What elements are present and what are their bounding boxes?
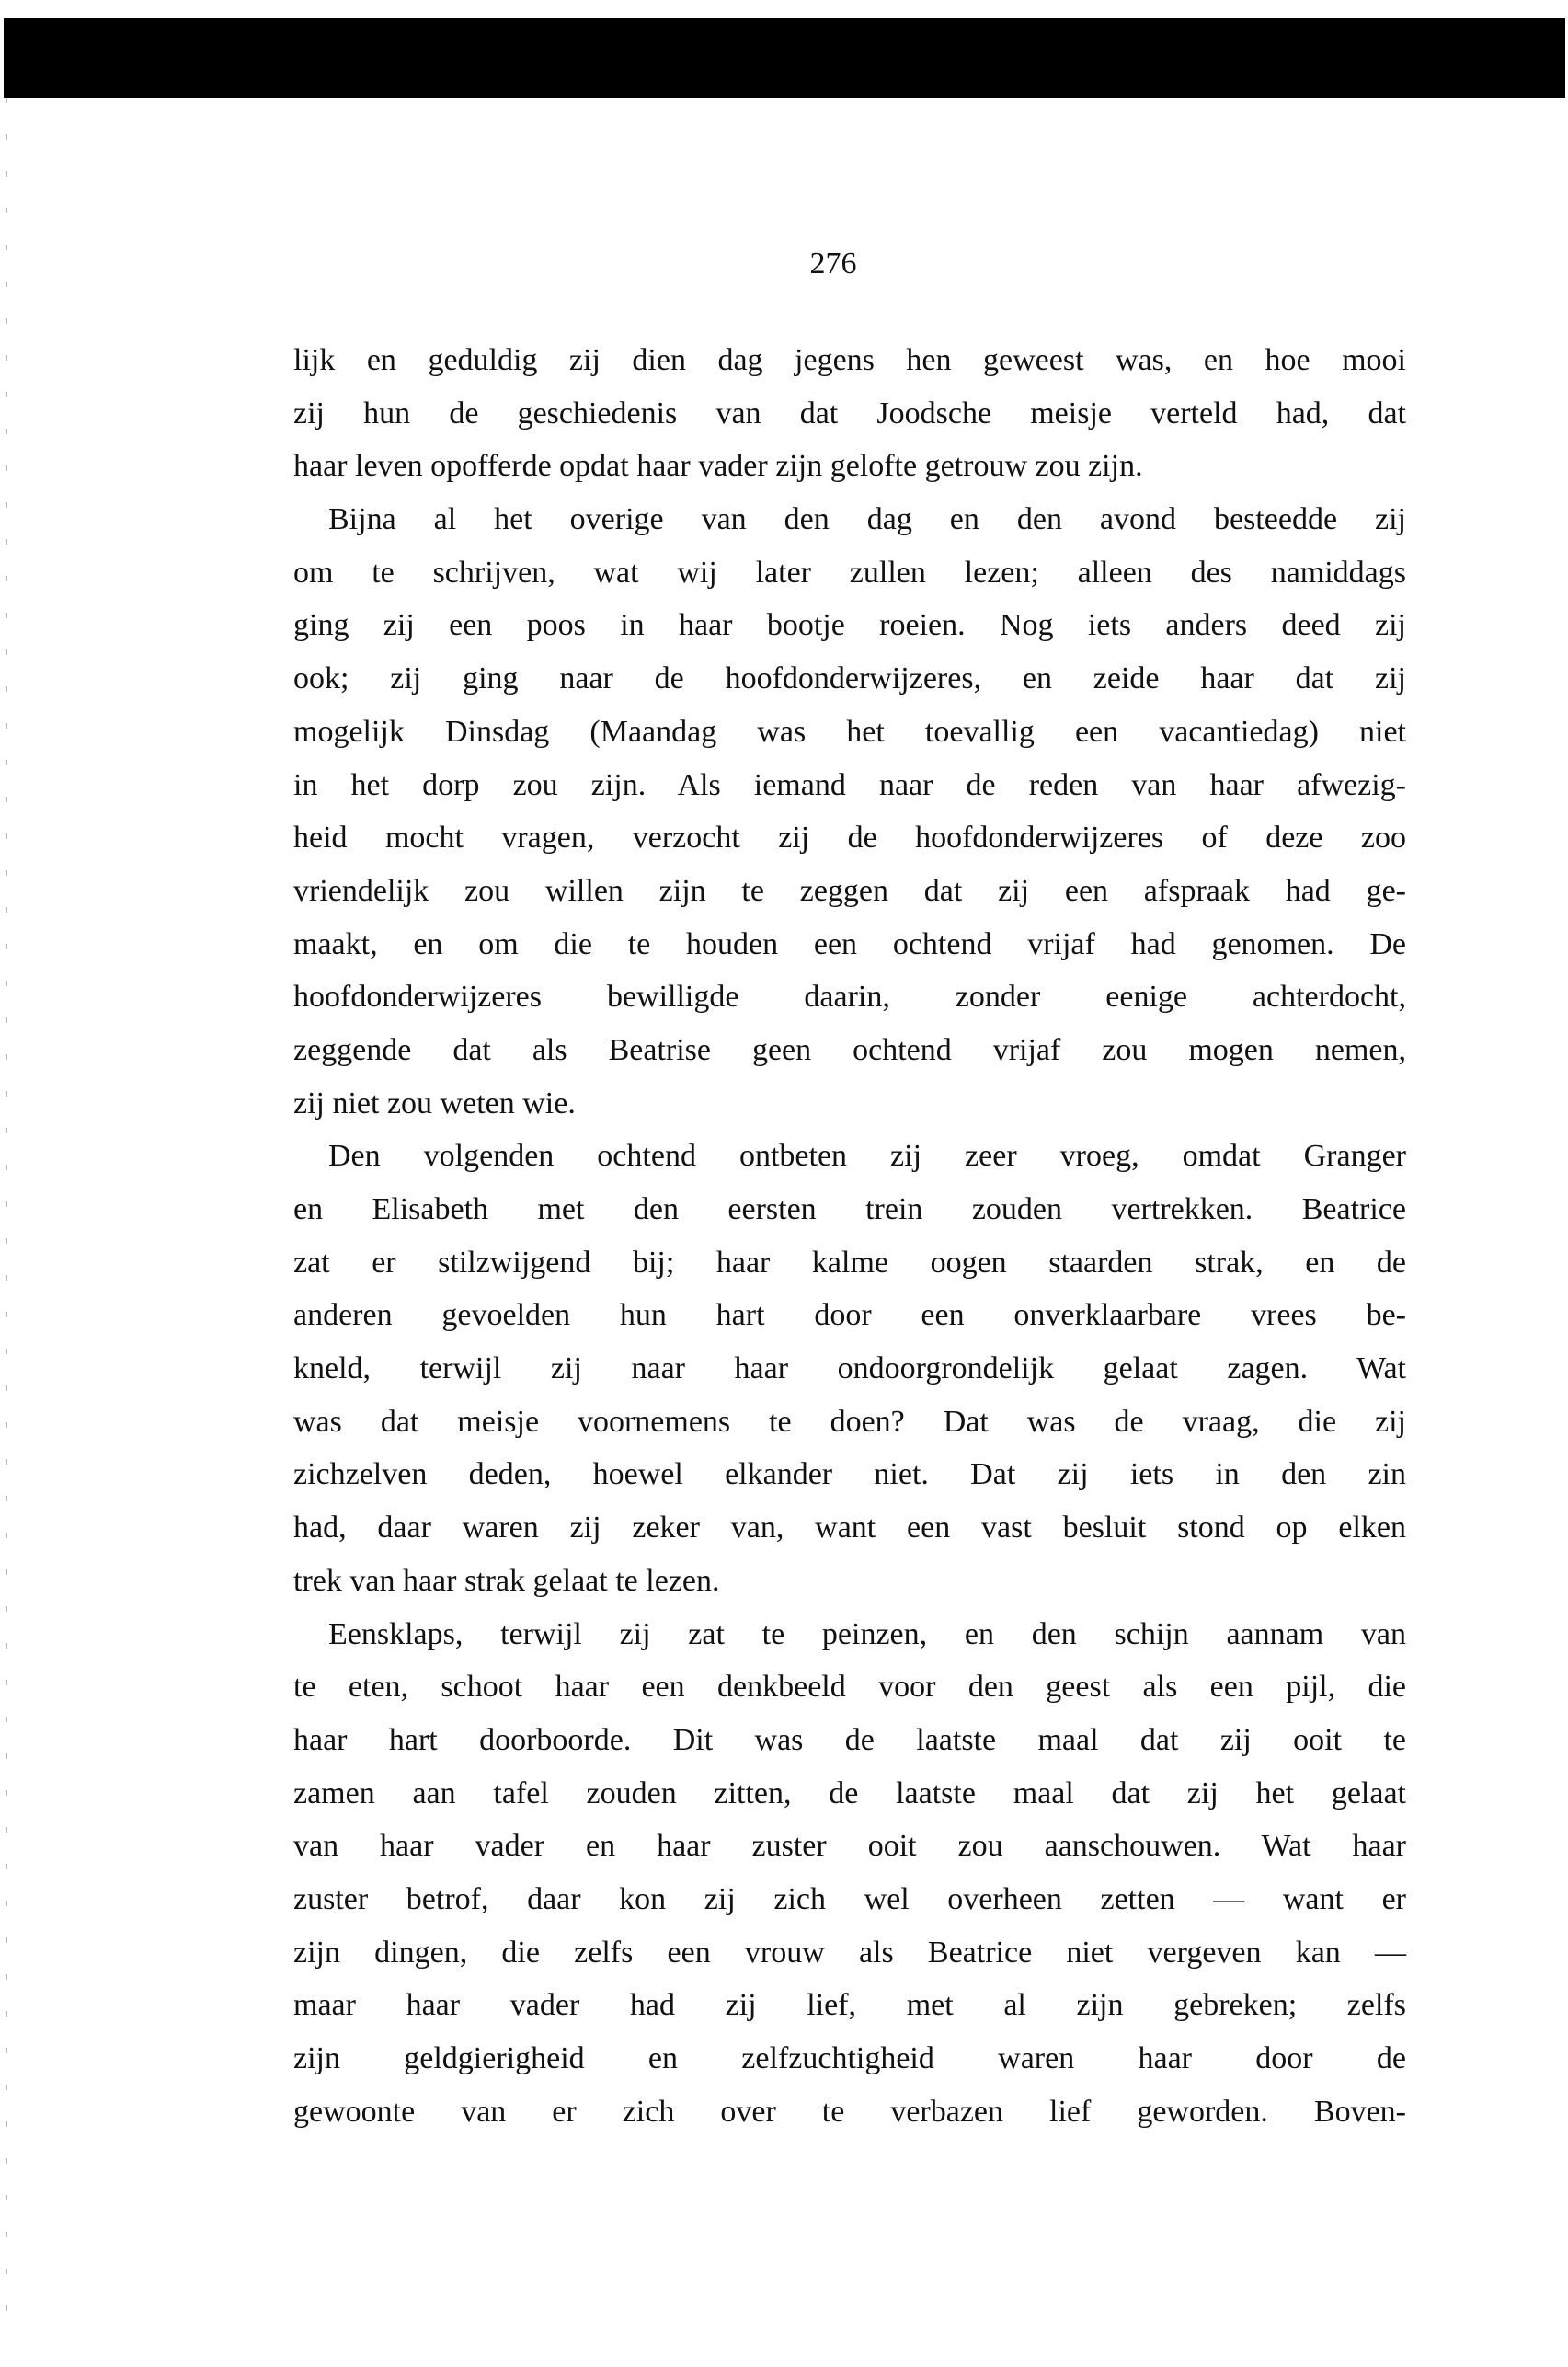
text-line: ging zij een poos in haar bootje roeien. Nog iets anders deed zij xyxy=(293,608,1406,643)
text-line: en Elisabeth met den eersten trein zouden vertrekken. Beatrice xyxy=(293,1192,1406,1226)
text-line: zuster betrof, daar kon zij zich wel overheen zetten — want er xyxy=(293,1881,1406,1916)
text-line: te eten, schoot haar een denkbeeld voor den geest als een pijl, die xyxy=(293,1670,1406,1705)
text-line: ook; zij ging naar de hoofdonderwijzeres, en zeide haar dat zij xyxy=(293,661,1406,696)
text-line: Bijna al het overige van den dag en den avond besteedde zij xyxy=(328,502,1406,537)
text-line: van haar vader en haar zuster ooit zou aanschouwen. Wat haar xyxy=(293,1829,1406,1864)
text-line: trek van haar strak gelaat te lezen. xyxy=(293,1563,720,1598)
text-line: zat er stilzwijgend bij; haar kalme oogen staarden strak, en de xyxy=(293,1245,1406,1280)
text-line: lijk en geduldig zij dien dag jegens hen geweest was, en hoe mooi xyxy=(293,343,1406,377)
text-line: hoofdonderwijzeres bewilligde daarin, zonder eenige achterdocht, xyxy=(293,980,1406,1015)
text-line: mogelijk Dinsdag (Maandag was het toevallig een vacantiedag) niet xyxy=(293,714,1406,749)
text-line: maar haar vader had zij lief, met al zijn gebreken; zelfs xyxy=(293,1988,1406,2023)
text-line: heid mocht vragen, verzocht zij de hoofdonderwijzeres of deze zoo xyxy=(293,821,1406,856)
text-line: anderen gevoelden hun hart door een onverklaarbare vrees be- xyxy=(293,1298,1406,1333)
paragraph xyxy=(293,493,1406,1130)
text-line: was dat meisje voornemens te doen? Dat was de vraag, die zij xyxy=(293,1404,1406,1439)
text-line: haar leven opofferde opdat haar vader zijn gelofte getrouw zou zijn. xyxy=(293,449,1143,484)
text-line: had, daar waren zij zeker van, want een vast besluit stond op elken xyxy=(293,1511,1406,1545)
text-line: zij hun de geschiedenis van dat Joodsche meisje verteld had, dat xyxy=(293,396,1406,431)
text-line: zij niet zou weten wie. xyxy=(293,1086,576,1120)
text-line: om te schrijven, wat wij later zullen lezen; alleen des namiddags xyxy=(293,555,1406,590)
paragraph xyxy=(293,1608,1406,2139)
text-line: zamen aan tafel zouden zitten, de laatste maal dat zij het gelaat xyxy=(293,1775,1406,1810)
text-line: gewoonte van er zich over te verbazen lief geworden. Boven- xyxy=(293,2094,1406,2129)
page-number: 276 xyxy=(809,247,857,281)
text-line: Den volgenden ochtend ontbeten zij zeer vroeg, omdat Granger xyxy=(328,1139,1406,1174)
scan-border-top xyxy=(4,18,1565,98)
text-line: zeggende dat als Beatrise geen ochtend vrijaf zou mogen nemen, xyxy=(293,1032,1406,1067)
text-line: zijn geldgierigheid en zelfzuchtigheid waren haar door de xyxy=(293,2041,1406,2075)
text-line: zijn dingen, die zelfs een vrouw als Beatrice niet vergeven kan — xyxy=(293,1935,1406,1970)
text-line: in het dorp zou zijn. Als iemand naar de reden van haar afwezig- xyxy=(293,767,1406,802)
scan-edge-left xyxy=(6,98,7,2342)
text-line: maakt, en om die te houden een ochtend vrijaf had genomen. De xyxy=(293,926,1406,961)
text-line: kneld, terwijl zij naar haar ondoorgrondelijk gelaat zagen. Wat xyxy=(293,1351,1406,1386)
text-line: Eensklaps, terwijl zij zat te peinzen, en den schijn aannam van xyxy=(328,1616,1406,1651)
text-line: haar hart doorboorde. Dit was de laatste maal dat zij ooit te xyxy=(293,1722,1406,1757)
body-text xyxy=(293,334,1406,2138)
text-line: zichzelven deden, hoewel elkander niet. Dat zij iets in den zin xyxy=(293,1457,1406,1492)
paragraph xyxy=(293,334,1406,493)
text-line: vriendelijk zou willen zijn te zeggen dat zij een afspraak had ge- xyxy=(293,873,1406,908)
paragraph xyxy=(293,1130,1406,1607)
